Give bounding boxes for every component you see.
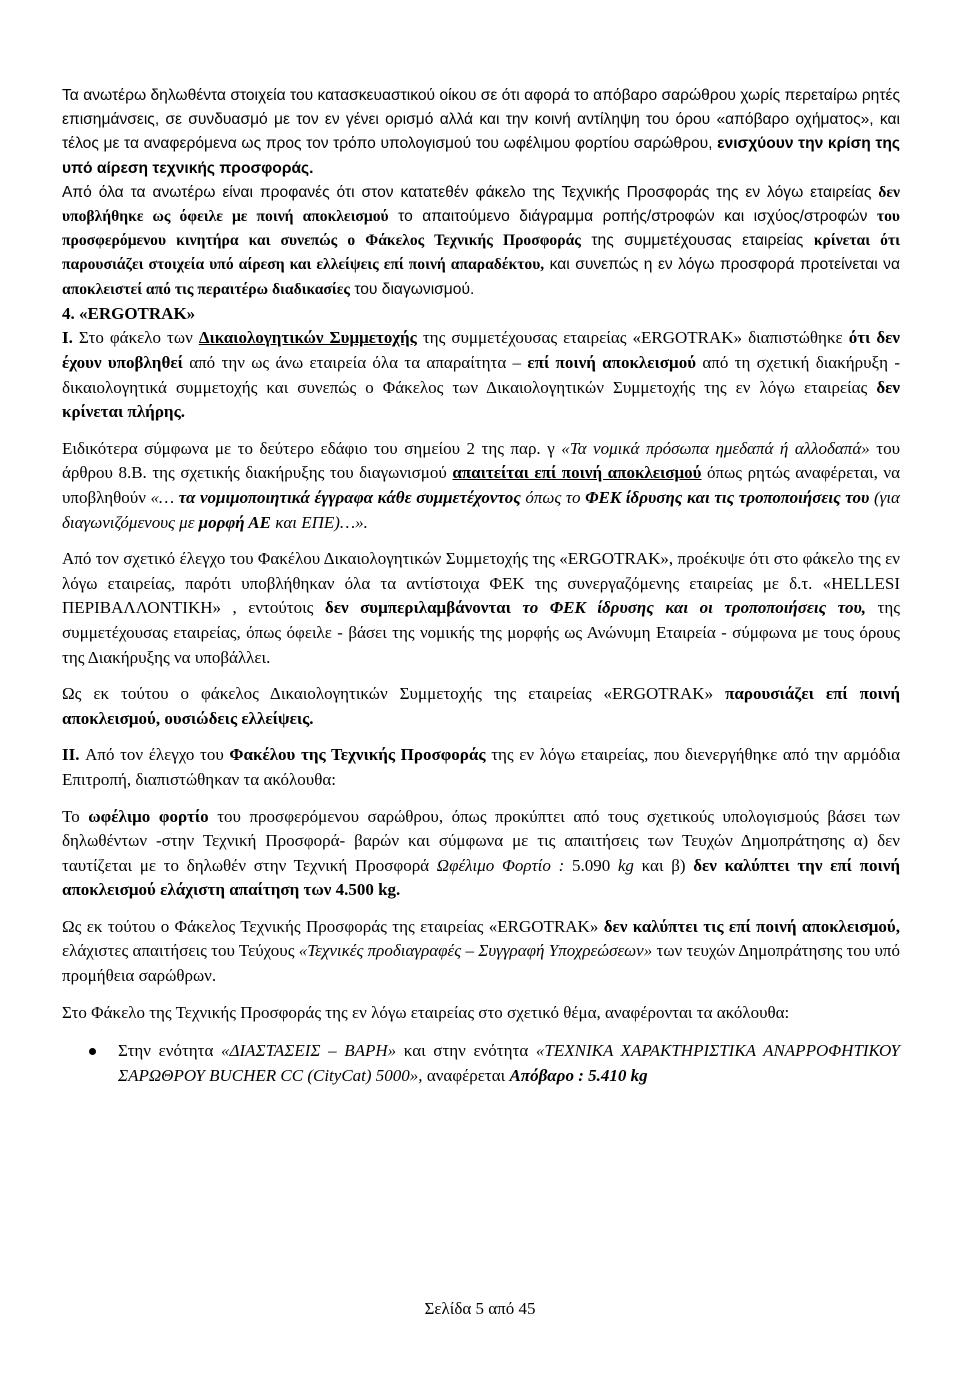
text-run: «ΔΙΑΣΤΑΣΕΙΣ – ΒΑΡΗ» bbox=[221, 1041, 397, 1061]
page-number-label: Σελίδα 5 από 45 bbox=[424, 1299, 536, 1318]
text-run: του άρθρου 8.Β. της σχετικής διακήρυξης του διαγωνισμού bbox=[62, 438, 901, 483]
text-run: Στο Φάκελο της Τεχνικής Προσφοράς της εν λόγω εταιρείας στο σχετικό θέμα, αναφέρονται τα ακόλουθα: bbox=[62, 1002, 790, 1022]
paragraph bbox=[62, 915, 900, 989]
text-run: Το bbox=[62, 806, 89, 826]
text-run: ωφέλιμο φορτίο bbox=[88, 806, 209, 826]
text-run: Από τον έλεγχο του bbox=[79, 745, 230, 765]
text-run: δεν υποβλήθηκε ως όφειλε με ποινή αποκλεισμού bbox=[62, 183, 900, 226]
paragraph bbox=[62, 84, 900, 181]
document-page bbox=[62, 84, 900, 1088]
text-run: από τη σχετική διακήρυξη - δικαιολογητικά συμμετοχής και συνεπώς ο Φάκελος των Δικαιολογητικών Συμμετοχής της εν λόγω εταιρείας bbox=[62, 353, 900, 397]
text-run: Από όλα τα ανωτέρω είναι προφανές ότι στον κατατεθέν φάκελο της Τεχνικής Προσφοράς της εν λόγω εταιρείας bbox=[62, 183, 879, 201]
text-run: δεν καλύπτει την επί ποινή αποκλεισμού ελάχιστη απαίτηση των 4.500 kg. bbox=[62, 855, 900, 900]
text-run: «Τεχνικές προδιαγραφές – Συγγραφή Υποχρεώσεων» bbox=[298, 941, 653, 961]
text-run: Στο φάκελο των bbox=[72, 328, 199, 348]
text-run: μορφή ΑΕ bbox=[198, 512, 271, 532]
text-run: Στην ενότητα bbox=[118, 1041, 222, 1061]
text-run: ελάχιστες απαιτήσεις του Τεύχους bbox=[62, 941, 299, 961]
text-run: όπως ρητώς αναφέρεται, να υποβληθούν bbox=[62, 463, 900, 507]
paragraph bbox=[62, 547, 900, 670]
paragraph bbox=[62, 302, 900, 327]
text-run: (για διαγωνιζόμενους με bbox=[62, 487, 900, 532]
text-run: «… bbox=[150, 487, 179, 507]
text-run: Ωφέλιμο Φορτίο : bbox=[436, 855, 565, 875]
document-body bbox=[62, 84, 900, 1025]
text-run: ότι δεν έχουν υποβληθεί bbox=[62, 328, 901, 373]
text-run: του διαγωνισμού. bbox=[349, 280, 475, 298]
text-run: και ΕΠΕ)…». bbox=[270, 512, 368, 532]
text-run: και συνεπώς η εν λόγω προσφορά προτείνεται να bbox=[544, 256, 900, 274]
text-run: απαιτείται επί ποινή αποκλεισμού bbox=[452, 463, 702, 483]
text-run: όπως το bbox=[520, 487, 586, 507]
text-run: αποκλειστεί από τις περαιτέρω διαδικασίες bbox=[62, 280, 350, 298]
text-run: και β) bbox=[633, 855, 694, 875]
text-run: Απόβαρο : 5.410 kg bbox=[509, 1065, 648, 1085]
text-run: της εν λόγω εταιρείας, που διενεργήθηκε από την αρμόδια Επιτροπή, διαπιστώθηκαν τα ακόλουθα: bbox=[62, 745, 900, 789]
text-run: από την ως άνω εταιρεία όλα τα απαραίτητα – bbox=[182, 353, 528, 373]
paragraph bbox=[62, 181, 900, 302]
paragraph bbox=[62, 1001, 900, 1026]
text-run: I. bbox=[62, 328, 73, 348]
text-run: το ΦΕΚ ίδρυσης και οι τροποποιήσεις του, bbox=[522, 598, 867, 618]
text-run: και στην ενότητα bbox=[396, 1041, 536, 1061]
text-run: της συμμετέχουσας εταιρείας bbox=[580, 232, 814, 250]
text-run: δεν κρίνεται πλήρης. bbox=[62, 377, 900, 422]
paragraph bbox=[62, 326, 900, 424]
text-run: II. bbox=[62, 745, 80, 765]
text-run: της συμμετέχουσας εταιρείας «ERGOTRAK» διαπιστώθηκε bbox=[416, 328, 849, 348]
bullet-dot-icon bbox=[89, 1048, 96, 1055]
text-run: ΦΕΚ ίδρυσης και τις τροποποιήσεις του bbox=[585, 487, 870, 507]
paragraph bbox=[62, 805, 900, 903]
text-run: του προσφερόμενου κινητήρα και συνεπώς ο Φάκελος Τεχνικής Προσφοράς bbox=[62, 208, 900, 250]
text-run: Από τον σχετικό έλεγχο του Φακέλου Δικαιολογητικών Συμμετοχής της «ERGOTRAK», προέκυψε ότι στο φάκελο της εν λόγω εταιρείας, παρότι υποβλήθηκαν όλα τα αντίστοιχα ΦΕΚ της συνεργαζόμενης εταιρείας με δ.τ. «HELLESI ΠΕΡΙΒΑΛΛΟΝΤΙΚΗ» , εντούτοις bbox=[62, 549, 900, 618]
text-run: Δικαιολογητικών Συμμετοχής bbox=[198, 328, 417, 348]
paragraph bbox=[62, 437, 900, 535]
text-run: «ΤΕΧΝΙΚΑ ΧΑΡΑΚΤΗΡΙΣΤΙΚΑ ΑΝΑΡΡΟΦΗΤΙΚΟΥ ΣΑΡΩΘΡΟΥ BUCHER CC (CityCat) 5000», bbox=[118, 1041, 900, 1085]
text-run: Ως εκ τούτου ο Φάκελος Τεχνικής Προσφοράς της εταιρείας «ERGOTRAK» bbox=[62, 916, 604, 936]
paragraph bbox=[62, 682, 900, 731]
text-run: Ειδικότερα σύμφωνα με το δεύτερο εδάφιο του σημείου 2 της παρ. γ bbox=[62, 438, 562, 458]
text-run: δεν συμπεριλαμβάνονται bbox=[324, 598, 523, 618]
text-run: επί ποινή αποκλεισμού bbox=[527, 353, 697, 373]
text-run: αναφέρεται bbox=[422, 1065, 510, 1085]
text-run: Ως εκ τούτου ο φάκελος Δικαιολογητικών Συμμετοχής της εταιρείας «ERGOTRAK» bbox=[62, 684, 726, 704]
text-run: παρουσιάζει επί ποινή αποκλεισμού, ουσιώδεις ελλείψεις. bbox=[62, 684, 900, 728]
text-run: 4. «ERGOTRAK» bbox=[62, 303, 196, 323]
text-run: kg bbox=[617, 855, 634, 875]
text-run: της συμμετέχουσας εταιρείας, όπως όφειλε - βάσει της νομικής της μορφής ως Ανώνυμη Εταιρεία - σύμφωνα με τους όρους της Διακήρυξης να υποβάλλει. bbox=[62, 598, 900, 667]
text-run: «Τα νομικά πρόσωπα ημεδαπά ή αλλοδαπά» bbox=[561, 438, 870, 458]
text-run: Τα ανωτέρω δηλωθέντα στοιχεία του κατασκευαστικού οίκου σε ότι αφορά το απόβαρο σαρώθρου χωρίς περεταίρω ρητές επισημάνσεις, σε συνδυασμό με τον εν γένει ορισμό αλλά και την κοινή αντίληψη του όρου «απόβαρο οχήματος», και τέλος με τα αναφερόμενα ως προς τον τρόπο υπολογισμού του ωφέλιμου φορτίου σαρώθρου, bbox=[62, 87, 900, 153]
bullet-item bbox=[62, 1039, 900, 1088]
text-run: κρίνεται ότι παρουσιάζει στοιχεία υπό αίρεση και ελλείψεις επί ποινή απαραδέκτου, bbox=[62, 232, 900, 274]
bullet-list bbox=[62, 1039, 900, 1088]
text-run: του προσφερόμενου σαρώθρου, όπως προκύπτει από τους σχετικούς υπολογισμούς βάσει των δηλωθέντων -στην Τεχνική Προσφορά- βαρών και σύμφωνα με τις απαιτήσεις των Τευχών Δημοπράτησης α) δεν ταυτίζεται με το δηλωθέν στην Τεχνική Προσφορά bbox=[62, 806, 900, 875]
paragraph bbox=[62, 743, 900, 792]
text-run: ενισχύουν την κρίση της υπό αίρεση τεχνικής προσφοράς. bbox=[62, 135, 900, 177]
page-footer bbox=[0, 1299, 960, 1319]
text-run: τα νομιμοποιητικά έγγραφα κάθε συμμετέχοντος bbox=[178, 487, 521, 507]
text-run: των τευχών Δημοπράτησης του υπό προμήθεια σαρώθρων. bbox=[62, 941, 900, 986]
text-run: δεν καλύπτει τις επί ποινή αποκλεισμού, bbox=[603, 916, 900, 936]
text-run: Φακέλου της Τεχνικής Προσφοράς bbox=[229, 745, 486, 765]
text-run: 5.090 bbox=[564, 855, 618, 875]
text-run: το απαιτούμενο διάγραμμα ροπής/στροφών και ισχύος/στροφών bbox=[388, 208, 877, 226]
